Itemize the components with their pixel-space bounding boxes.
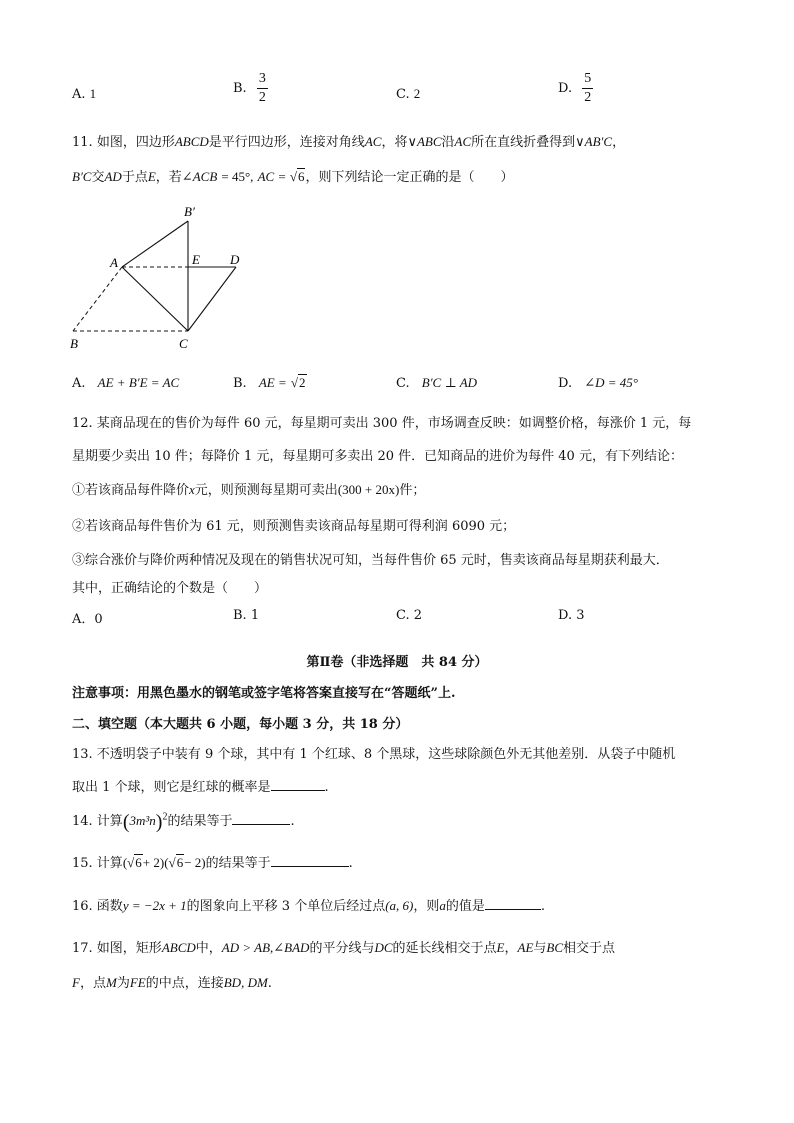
- math: AC: [364, 134, 382, 149]
- numerator: 3: [258, 71, 266, 86]
- label-e: E: [192, 252, 200, 267]
- answer-blank: [271, 778, 325, 791]
- text: ，将∨: [381, 135, 417, 150]
- text: 交: [91, 170, 105, 185]
- sqrt: √6: [168, 855, 184, 870]
- option-label: C.: [396, 376, 410, 391]
- math: ABCD: [161, 940, 196, 955]
- exponent: 2: [162, 811, 168, 823]
- q14-line: [72, 810, 295, 834]
- q12-line-2: 星期要少卖出 10 件；每降价 1 元，每星期可多卖出 20 件．已知商品的进价为每件 40 元，有下列结论：: [72, 449, 683, 464]
- option-value: B′C ⊥ AD: [421, 375, 478, 390]
- q13-line-1: 13. 不透明袋子中装有 9 个球，其中有 1 个红球、8 个黑球，这些球除颜色外无其他差别．从袋子中随机: [72, 747, 676, 762]
- option-label: D.: [558, 81, 573, 96]
- math: ACB: [192, 169, 218, 184]
- label-c: C: [179, 336, 188, 351]
- math: AC: [257, 169, 275, 184]
- math: DC: [374, 940, 393, 955]
- option-label: A.: [72, 376, 86, 391]
- numerator: 5: [584, 71, 592, 86]
- radicand: 6: [176, 855, 184, 870]
- math: ABC: [416, 134, 442, 149]
- sqrt: √2: [290, 375, 306, 390]
- line-ac: [122, 267, 188, 331]
- line-ab-prime: [122, 221, 188, 267]
- label-b: B: [70, 336, 78, 351]
- sqrt: √6: [127, 855, 142, 870]
- text: .: [290, 814, 295, 829]
- text: 所在直线折叠得到∨: [471, 135, 585, 150]
- denominator: 2: [258, 90, 266, 105]
- math: BD, DM: [223, 975, 268, 990]
- q12-line-1: 12. 某商品现在的售价为每件 60 元，每星期可卖出 300 件，市场调查反映：如调整价格，每涨价 1 元，每: [72, 416, 692, 431]
- math: AC: [454, 134, 472, 149]
- math: AD: [104, 169, 122, 184]
- text: 相交于点: [563, 941, 616, 956]
- q10-option-b: [233, 72, 268, 105]
- math: (: [122, 855, 128, 870]
- q12-option-d: D. 3: [558, 608, 585, 623]
- math: M: [105, 975, 117, 990]
- section-heading: 二、填空题（本大题共 6 小题，每小题 3 分，共 18 分）: [72, 717, 409, 732]
- answer-blank: [485, 897, 541, 910]
- text: 元，则预测每星期可卖出: [194, 483, 338, 498]
- fraction: [257, 72, 268, 105]
- paren-open: (: [122, 811, 130, 833]
- text: 如图，四边形: [96, 135, 175, 150]
- math: + 2)(: [142, 855, 169, 870]
- text: .: [540, 899, 546, 914]
- text: 15. 计算: [72, 856, 123, 871]
- text: 中，: [195, 941, 222, 956]
- q11-line-2: [72, 166, 513, 185]
- q12-option-b: B. 1: [233, 608, 260, 623]
- text: 件；: [399, 483, 426, 498]
- text: 为: [116, 976, 130, 991]
- q12-statement-3: ③综合涨价与降价两种情况及现在的销售状况可知，当每件售价 65 元时，售卖该商品每星期获利最大．: [72, 553, 669, 568]
- text: .: [267, 976, 272, 991]
- q12-statement-2: ②若该商品每件售价为 61 元，则预测售卖该商品每星期可得利润 6090 元；: [72, 519, 516, 534]
- q16-line: [72, 895, 545, 914]
- q11-option-d: [558, 375, 638, 391]
- math: E: [496, 940, 505, 955]
- option-value: AE =: [258, 375, 287, 390]
- fraction: [582, 72, 593, 105]
- text: ①若该商品每件降价: [72, 483, 190, 498]
- text: .: [324, 780, 329, 795]
- q11-option-a: [72, 375, 179, 391]
- q10-option-a: [72, 86, 96, 102]
- label-d: D: [230, 252, 240, 267]
- math: BC: [546, 940, 564, 955]
- answer-blank: [271, 854, 349, 867]
- math: a: [439, 898, 446, 913]
- text: 的结果等于: [167, 814, 233, 829]
- option-label: A.: [72, 87, 86, 102]
- text: 的中点，连接: [145, 976, 224, 991]
- q17-line-2: [72, 972, 272, 991]
- option-label: C.: [396, 87, 410, 102]
- fraction-bar: [582, 88, 593, 89]
- text: .: [348, 856, 353, 871]
- math: AB′C: [584, 134, 613, 149]
- option-value: AE + B′E = AC: [97, 375, 180, 390]
- math: =: [278, 169, 286, 184]
- text: 取出 1 个球，则它是红球的概率是: [72, 780, 271, 795]
- text: ，则: [413, 899, 440, 914]
- text: 于点: [121, 170, 148, 185]
- q10-option-d: [558, 72, 593, 105]
- math: B′C: [72, 169, 92, 184]
- q10-option-c: [396, 86, 420, 102]
- text: ，点: [79, 976, 106, 991]
- line-cd: [188, 267, 236, 331]
- text: 的图象向上平移 3 个单位后经过点: [186, 899, 386, 914]
- math: AD > AB,∠BAD: [221, 940, 310, 955]
- q11-line-1: [72, 131, 625, 150]
- math: FE: [129, 975, 146, 990]
- text: ，则下列结论一定正确的是（ ）: [305, 170, 514, 185]
- q17-line-1: [72, 937, 615, 956]
- option-value: 2: [413, 86, 421, 101]
- q11-option-b: [233, 375, 307, 391]
- question-number: 11.: [72, 135, 93, 150]
- denominator: 2: [584, 90, 592, 105]
- math: E: [147, 169, 156, 184]
- option-value: ∠D = 45°: [584, 375, 638, 390]
- sqrt: √6: [289, 169, 305, 184]
- math: AE: [517, 940, 534, 955]
- text: ，: [612, 135, 626, 150]
- label-b-prime: B′: [184, 204, 195, 219]
- q15-line: [72, 852, 353, 871]
- math: ABCD: [174, 134, 209, 149]
- text: 沿: [441, 135, 455, 150]
- math: y = −2x + 1: [122, 898, 187, 913]
- text: ，若∠: [155, 170, 193, 185]
- fraction-bar: [257, 88, 268, 89]
- paren-close: ): [155, 811, 163, 833]
- text: 的值是: [445, 899, 485, 914]
- option-label: D.: [558, 376, 573, 391]
- math: F: [72, 975, 80, 990]
- text: 16. 函数: [72, 899, 123, 914]
- text: 14. 计算: [72, 814, 123, 829]
- label-a: A: [110, 255, 118, 270]
- text: 的延长线相交于点: [392, 941, 497, 956]
- math: = 45°,: [221, 169, 254, 184]
- q12-question: 其中，正确结论的个数是（ ）: [72, 581, 268, 596]
- math: x: [189, 482, 195, 497]
- math: (a, 6): [385, 898, 414, 913]
- dashed-ab: [73, 267, 122, 331]
- answer-blank: [232, 812, 290, 825]
- q11-figure: [64, 200, 254, 352]
- option-value: 1: [89, 86, 97, 101]
- text: 与: [533, 941, 547, 956]
- radicand: 6: [135, 855, 142, 870]
- text: 的结果等于: [205, 856, 271, 871]
- math: (300 + 20x): [337, 482, 400, 497]
- q12-option-c: C. 2: [396, 608, 423, 623]
- math: − 2): [184, 855, 206, 870]
- q12-statement-1: [72, 479, 425, 498]
- text: ，: [504, 941, 518, 956]
- text: 17. 如图，矩形: [72, 941, 162, 956]
- option-label: B.: [233, 376, 247, 391]
- part2-notice: 注意事项：用黑色墨水的钢笔或签字笔将答案直接写在“答题纸”上.: [72, 686, 456, 701]
- q11-option-c: [396, 375, 477, 391]
- radicand: 2: [299, 375, 306, 390]
- math: 3m³n: [129, 813, 156, 828]
- text: 是平行四边形，连接对角线: [208, 135, 365, 150]
- option-label: B.: [233, 81, 247, 96]
- part2-title: 第Ⅱ卷（非选择题 共 84 分）: [306, 655, 488, 670]
- q12-option-a: A．0: [72, 612, 103, 627]
- q13-line-2: [72, 776, 329, 795]
- radicand: 6: [297, 169, 305, 184]
- text: 的平分线与: [309, 941, 375, 956]
